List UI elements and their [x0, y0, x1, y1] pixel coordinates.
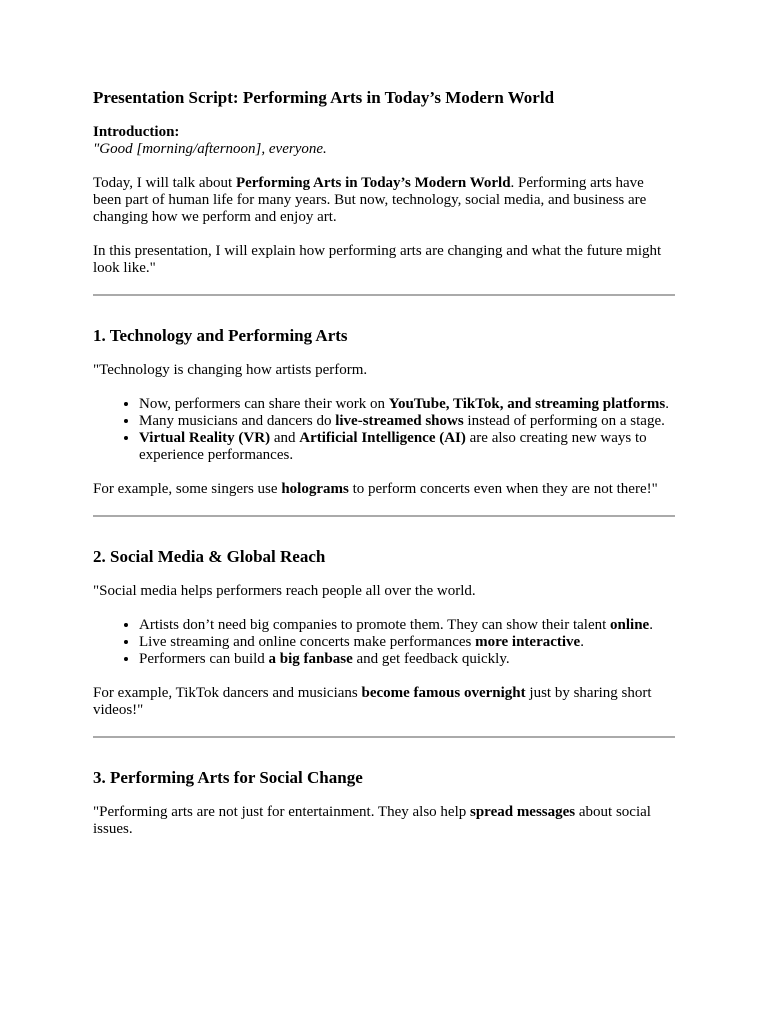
text-run: .: [649, 617, 653, 633]
section-example: [93, 481, 675, 498]
text-run: Live streaming and online concerts make performances: [139, 634, 476, 650]
section-social-change: [93, 768, 675, 838]
bold-text: spread messages: [470, 804, 576, 820]
list-item: [139, 617, 675, 634]
text-run: to perform concerts even when they are not there!": [348, 481, 658, 497]
list-item: [139, 413, 675, 430]
bold-text: Performing Arts in Today’s Modern World: [235, 175, 511, 191]
text-run: Many musicians and dancers do: [139, 413, 336, 429]
introduction-paragraph-2: In this presentation, I will explain how performing arts are changing and what the future might look like.": [93, 243, 662, 276]
text-run: Now, performers can share their work on: [139, 396, 389, 412]
text-run: For example, TikTok dancers and musicians: [93, 685, 362, 701]
text-run: Today, I will talk about: [93, 175, 236, 191]
text-run: are also creating new ways to experience performances.: [139, 430, 647, 463]
introduction-greeting: "Good [morning/afternoon], everyone.: [93, 141, 327, 157]
bold-text: live-streamed shows: [335, 413, 464, 429]
list-item: [139, 651, 675, 668]
bold-text: become famous overnight: [361, 685, 526, 701]
list-item: [139, 634, 675, 651]
section-heading: 1. Technology and Performing Arts: [93, 326, 348, 345]
bold-text: Virtual Reality (VR): [139, 430, 271, 446]
document-title: Presentation Script: Performing Arts in Today’s Modern World: [93, 88, 555, 107]
text-run: .: [665, 396, 670, 412]
bold-text: YouTube, TikTok, and streaming platforms: [388, 396, 666, 412]
text-run: .: [580, 634, 584, 650]
text-run: just by sharing short videos!": [93, 685, 652, 718]
section-technology: [93, 326, 675, 498]
text-run: . Performing arts have been part of human life for many years. But now, technology, social media, and business are changing how we perform and enjoy art.: [93, 175, 647, 225]
text-run: Artists don’t need big companies to promote them. They can show their talent: [139, 617, 611, 633]
bold-text: a big fanbase: [268, 651, 353, 667]
section-intro: "Technology is changing how artists perform.: [93, 362, 368, 378]
section-divider: [93, 515, 675, 517]
section-divider: [93, 736, 675, 738]
section-social-media: [93, 547, 675, 719]
section-intro: [93, 804, 675, 838]
section-example: [93, 685, 675, 719]
bold-text: online: [610, 617, 650, 633]
section-intro: "Social media helps performers reach people all over the world.: [93, 583, 476, 599]
introduction-block: [93, 124, 675, 277]
list-item: [139, 396, 675, 413]
bold-text: Artificial Intelligence (AI): [299, 430, 466, 446]
text-run: For example, some singers use: [93, 481, 282, 497]
text-run: and: [270, 430, 300, 446]
bold-text: holograms: [281, 481, 349, 497]
introduction-paragraph-1: [93, 175, 675, 226]
bullet-list: [93, 617, 675, 668]
text-run: and get feedback quickly.: [352, 651, 510, 667]
bullet-list: [93, 396, 675, 464]
section-heading: 3. Performing Arts for Social Change: [93, 768, 363, 787]
introduction-heading: Introduction:: [93, 124, 180, 140]
text-run: "Performing arts are not just for entertainment. They also help: [93, 804, 470, 820]
section-heading: 2. Social Media & Global Reach: [93, 547, 326, 566]
bold-text: more interactive: [475, 634, 581, 650]
text-run: Performers can build: [139, 651, 269, 667]
list-item: [139, 430, 675, 464]
text-run: instead of performing on a stage.: [463, 413, 665, 429]
section-divider: [93, 294, 675, 296]
text-run: about social issues.: [93, 804, 651, 837]
